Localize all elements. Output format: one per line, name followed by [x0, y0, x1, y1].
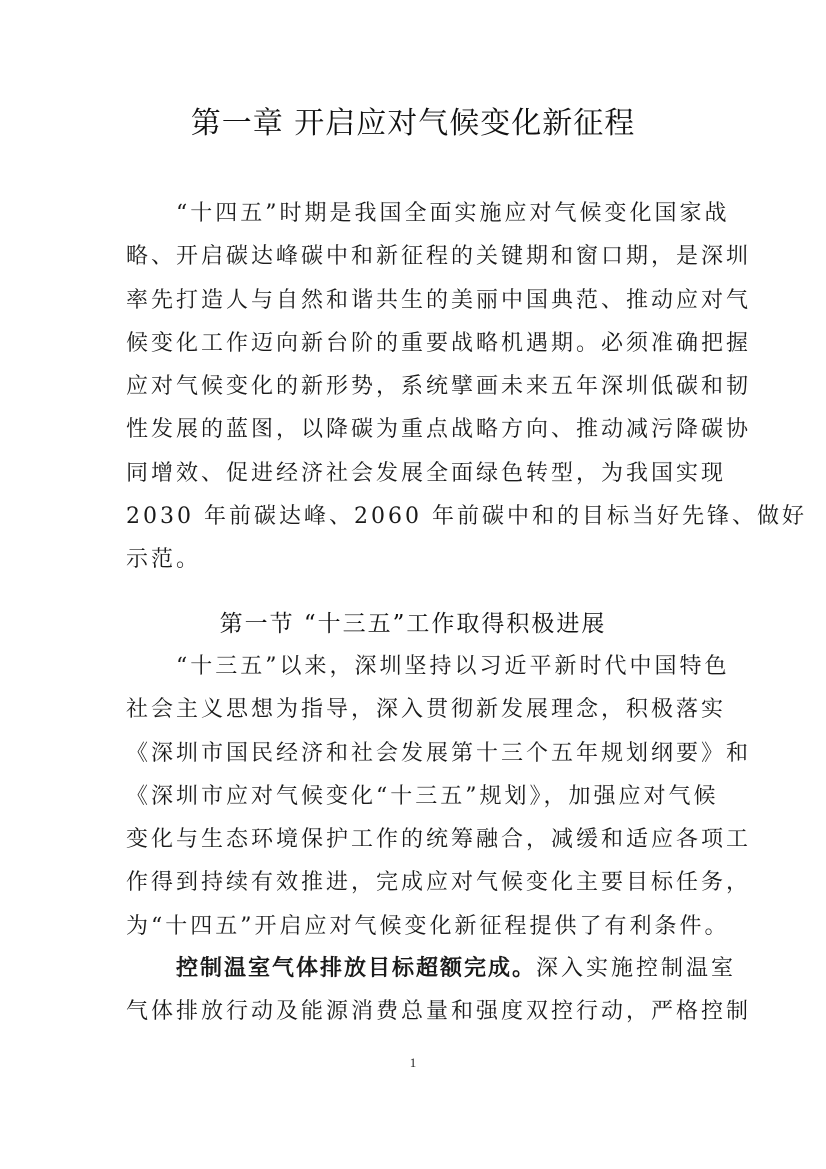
text-line: 示范。: [126, 547, 202, 573]
text-line: 社会主义思想为指导，深入贯彻新发展理念，积极落实: [126, 697, 727, 723]
text-line: 性发展的蓝图，以降碳为重点战略方向、推动减污降碳协: [126, 417, 752, 443]
text-line: 同增效、促进经济社会发展全面绿色转型，为我国实现: [126, 460, 727, 486]
section-paragraph-1: [126, 645, 752, 948]
text-run: 深入实施控制温室: [536, 956, 737, 981]
text-line: 作得到持续有效推进，完成应对气候变化主要目标任务，: [126, 870, 752, 896]
text-line: 气体排放行动及能源消费总量和强度双控行动，严格控制: [126, 999, 752, 1025]
text-line: 率先打造人与自然和谐共生的美丽中国典范、推动应对气: [126, 287, 752, 313]
text-line: 《深圳市应对气候变化“十三五”规划》，加强应对气候: [126, 783, 719, 809]
text-line: “十三五”以来，深圳坚持以习近平新时代中国特色: [126, 654, 730, 679]
page-number: 1: [409, 1055, 417, 1070]
text-line: “十四五”时期是我国全面实施应对气候变化国家战: [126, 201, 730, 226]
bold-lead-text: 控制温室气体排放目标超额完成。: [176, 956, 537, 981]
text-line: 为“十四五”开启应对气候变化新征程提供了有利条件。: [126, 913, 730, 939]
text-line: 应对气候变化的新形势，系统擘画未来五年深圳低碳和韧: [126, 374, 752, 400]
chapter-title: 第一章 开启应对气候变化新征程: [190, 106, 636, 141]
text-line: [126, 947, 737, 990]
text-line: 变化与生态环境保护工作的统筹融合，减缓和适应各项工: [126, 827, 752, 853]
text-line: 略、开启碳达峰碳中和新征程的关键期和窗口期，是深圳: [126, 244, 752, 270]
section-paragraph-2: [126, 947, 752, 1034]
text-line: 《深圳市国民经济和社会发展第十三个五年规划纲要》和: [126, 740, 752, 766]
text-line: 2030 年前碳达峰、2060 年前碳中和的目标当好先锋、做好: [126, 504, 807, 530]
intro-paragraph: [126, 192, 807, 582]
text-line: 候变化工作迈向新台阶的重要战略机遇期。必须准确把握: [126, 330, 752, 356]
section-title: 第一节 “十三五”工作取得积极进展: [219, 611, 607, 637]
